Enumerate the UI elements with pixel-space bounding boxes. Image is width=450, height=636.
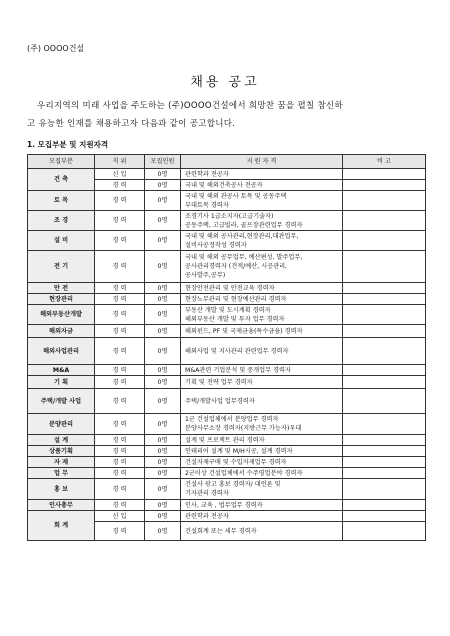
qualification-line: 공동주택, 고급빌라, 골프장관련업무 경력자 <box>185 221 303 229</box>
dept-cell: 분양관리 <box>28 414 95 435</box>
note-cell <box>343 389 426 414</box>
table-row <box>28 283 426 294</box>
rank-cell: 경 력 <box>95 500 145 511</box>
note-cell <box>343 479 426 500</box>
count-cell: 0명 <box>145 446 181 457</box>
qualification-cell <box>181 169 343 180</box>
dept-cell: 자 재 <box>28 457 95 468</box>
qualification-line: 국내 및 해외건축공사 전공자 <box>185 181 263 189</box>
qualification-line: 인테리어 설계 및 M/H시공, 설계 경력자 <box>185 447 293 455</box>
qualification-line: 관련학과 전공자 <box>185 170 229 178</box>
note-cell <box>343 446 426 457</box>
qualification-line: 기획 및 전략 업무 경력자 <box>185 378 253 386</box>
header-dept: 모집부분 <box>28 155 95 169</box>
qualification-cell <box>181 191 343 211</box>
note-cell <box>343 325 426 338</box>
table-row <box>28 376 426 389</box>
note-cell <box>343 180 426 191</box>
count-cell: 0명 <box>145 511 181 522</box>
intro-line: 고 유능한 인재를 채용하고자 다음과 같이 공고합니다. <box>27 119 236 129</box>
table-row <box>28 365 426 376</box>
rank-cell: 경 력 <box>95 338 145 365</box>
table-row <box>28 191 426 211</box>
qualification-line: 건설사 광고 홍보 경력자/ 대언론 및 <box>185 481 281 488</box>
count-cell: 0명 <box>145 468 181 479</box>
qualification-line: 부대토목 경력자 <box>185 201 229 209</box>
qualification-cell <box>181 446 343 457</box>
dept-cell: 안 전 <box>28 283 95 294</box>
rank-cell: 경 력 <box>95 231 145 251</box>
qualification-cell <box>181 479 343 500</box>
rank-cell: 경 력 <box>95 376 145 389</box>
rank-cell: 경 력 <box>95 325 145 338</box>
rank-cell: 경 력 <box>95 305 145 325</box>
count-cell: 0명 <box>145 338 181 365</box>
dept-cell: 회 계 <box>28 511 95 541</box>
table-row <box>28 500 426 511</box>
note-cell <box>343 305 426 325</box>
table-row <box>28 169 426 180</box>
qualification-line: 현장안전관리 및 안전교육 경력자 <box>185 284 275 292</box>
qualification-line: 국내 및 해외 공사관리,현장관리,대관업무, <box>185 232 299 240</box>
dept-cell: 현장관리 <box>28 294 95 305</box>
table-body <box>28 169 426 541</box>
note-cell <box>343 294 426 305</box>
note-cell <box>343 500 426 511</box>
rank-cell: 경 력 <box>95 211 145 231</box>
dept-cell: 설 계 <box>28 435 95 446</box>
note-cell <box>343 231 426 251</box>
qualification-cell <box>181 511 343 522</box>
table-row <box>28 468 426 479</box>
dept-cell: M&A <box>28 365 95 376</box>
note-cell <box>343 365 426 376</box>
note-cell <box>343 191 426 211</box>
intro-line: 우리지역의 미래 사업을 주도하는 (주)OOOO건설에서 희망찬 꿈을 펼칠 참신하 <box>37 101 344 111</box>
qualification-cell <box>181 325 343 338</box>
table-row <box>28 231 426 251</box>
note-cell <box>343 251 426 283</box>
dept-cell: 인사총무 <box>28 500 95 511</box>
qualification-cell <box>181 305 343 325</box>
qualification-cell <box>181 468 343 479</box>
rank-cell: 경 력 <box>95 294 145 305</box>
table-header-row <box>28 155 426 169</box>
dept-cell: 홍 보 <box>28 479 95 500</box>
rank-cell: 경 력 <box>95 479 145 500</box>
count-cell: 0명 <box>145 365 181 376</box>
section-title: 1. 모집부분 및 지원자격 <box>27 140 109 149</box>
dept-cell: 건 축 <box>28 169 95 191</box>
qualification-line: 주택/개발사업 업무경력자 <box>185 397 255 405</box>
table-row <box>28 325 426 338</box>
qualification-cell <box>181 231 343 251</box>
qualification-cell <box>181 414 343 435</box>
note-cell <box>343 435 426 446</box>
count-cell: 0명 <box>145 500 181 511</box>
table-row <box>28 338 426 365</box>
qualification-line: 건설회계 또는 세무 경력자 <box>185 527 257 535</box>
note-cell <box>343 522 426 541</box>
table-row <box>28 294 426 305</box>
qualification-line: 조경기사 1급소지자(고급기술자) <box>185 212 274 220</box>
qualification-line: 관련학과 전공자 <box>185 512 229 520</box>
table-row <box>28 211 426 231</box>
count-cell: 0명 <box>145 457 181 468</box>
rank-cell: 신 입 <box>95 169 145 180</box>
table-row <box>28 446 426 457</box>
rank-cell: 신 입 <box>95 511 145 522</box>
qualification-cell <box>181 180 343 191</box>
table-row <box>28 305 426 325</box>
note-cell <box>343 283 426 294</box>
qualification-line: 인사, 교육 , 법무업무 경력자 <box>185 501 263 509</box>
rank-cell: 경 력 <box>95 468 145 479</box>
rank-cell: 경 력 <box>95 251 145 283</box>
dept-cell: 주택/개발 사업 <box>28 389 95 414</box>
header-count: 모집인원 <box>145 155 181 169</box>
qualification-cell <box>181 457 343 468</box>
qualification-line: 2군이상 건설업체에서 수주영업분야 경력자 <box>185 469 303 477</box>
rank-cell: 경 력 <box>95 389 145 414</box>
dept-cell: 토 목 <box>28 191 95 211</box>
table-row <box>28 511 426 522</box>
count-cell: 0명 <box>145 414 181 435</box>
qualification-cell <box>181 435 343 446</box>
qualification-line: 국내 및 해외 공무업무, 예산편성, 발주업무, <box>185 254 303 261</box>
dept-cell: 조 경 <box>28 211 95 231</box>
qualification-line: 건설자재구매 및 수입자재업무 경력자 <box>185 458 287 466</box>
count-cell: 0명 <box>145 325 181 338</box>
qualification-cell <box>181 251 343 283</box>
header-qualification: 지 원 자 격 <box>181 155 343 169</box>
intro-paragraph <box>27 97 425 133</box>
dept-cell: 해외사업관리 <box>28 338 95 365</box>
note-cell <box>343 169 426 180</box>
dept-cell: 설 비 <box>28 231 95 251</box>
count-cell: 0명 <box>145 211 181 231</box>
qualification-line: 해외부동산 개발 및 투자 업무 경력자 <box>185 315 285 323</box>
count-cell: 0명 <box>145 191 181 211</box>
rank-cell: 경 력 <box>95 180 145 191</box>
rank-cell: 경 력 <box>95 522 145 541</box>
qualification-line: 설비사공정작성 경력자 <box>185 241 247 249</box>
qualification-cell <box>181 283 343 294</box>
rank-cell: 경 력 <box>95 191 145 211</box>
dept-cell: 전 기 <box>28 251 95 283</box>
note-cell <box>343 468 426 479</box>
company-name: (주) OOOO건설 <box>27 44 85 53</box>
rank-cell: 경 력 <box>95 435 145 446</box>
count-cell: 0명 <box>145 479 181 500</box>
qualification-cell <box>181 338 343 365</box>
note-cell <box>343 211 426 231</box>
qualification-line: 분양사무소장 경력자(지방근무 가능자)우대 <box>185 425 302 432</box>
table-row <box>28 435 426 446</box>
table-row <box>28 479 426 500</box>
count-cell: 0명 <box>145 231 181 251</box>
count-cell: 0명 <box>145 389 181 414</box>
qualification-line: M&A관련 기업분석 및 중개업무 경력자 <box>185 366 291 374</box>
qualification-cell <box>181 211 343 231</box>
qualification-line: 설계 및 프로젝트 관리 경력자 <box>185 436 265 444</box>
table-row <box>28 414 426 435</box>
qualification-line: 1군 건설업체에서 분양업무 경력자 <box>185 416 279 423</box>
count-cell: 0명 <box>145 522 181 541</box>
qualification-line: 부동산 개발 및 도시계획 경력자 <box>185 306 271 314</box>
note-cell <box>343 511 426 522</box>
dept-cell: 업 무 <box>28 468 95 479</box>
rank-cell: 경 력 <box>95 457 145 468</box>
count-cell: 0명 <box>145 305 181 325</box>
table-row <box>28 251 426 283</box>
qualification-cell <box>181 522 343 541</box>
qualification-cell <box>181 365 343 376</box>
qualification-line: 해외사업 및 지사관리 관련업무 경력자 <box>185 347 289 355</box>
rank-cell: 경 력 <box>95 365 145 376</box>
table-row <box>28 389 426 414</box>
qualification-line: 공사발주,공무) <box>185 272 226 279</box>
count-cell: 0명 <box>145 180 181 191</box>
qualification-cell <box>181 376 343 389</box>
table-row <box>28 457 426 468</box>
qualification-cell <box>181 294 343 305</box>
count-cell: 0명 <box>145 251 181 283</box>
note-cell <box>343 457 426 468</box>
dept-cell: 해외부동산개발 <box>28 305 95 325</box>
recruitment-table <box>27 154 426 541</box>
note-cell <box>343 414 426 435</box>
note-cell <box>343 338 426 365</box>
rank-cell: 경 력 <box>95 414 145 435</box>
note-cell <box>343 376 426 389</box>
qualification-line: 해외펀드, PF 및 국제금융(특수금융) 경력자 <box>185 327 303 335</box>
dept-cell: 상품기획 <box>28 446 95 457</box>
qualification-line: 현장노무관리 및 현장예산관리 경력자 <box>185 295 287 303</box>
dept-cell: 해외자금 <box>28 325 95 338</box>
rank-cell: 경 력 <box>95 446 145 457</box>
count-cell: 0명 <box>145 376 181 389</box>
rank-cell: 경 력 <box>95 283 145 294</box>
count-cell: 0명 <box>145 169 181 180</box>
qualification-line: 기자관리 경력자 <box>185 490 229 497</box>
dept-cell: 기 획 <box>28 376 95 389</box>
count-cell: 0명 <box>145 435 181 446</box>
qualification-cell <box>181 500 343 511</box>
header-rank: 직 위 <box>95 155 145 169</box>
count-cell: 0명 <box>145 283 181 294</box>
header-note: 비 고 <box>343 155 426 169</box>
qualification-cell <box>181 389 343 414</box>
page-title: 채용 공고 <box>190 75 260 90</box>
qualification-line: 국내 및 해외 관공사 토목 및 공동주택 <box>185 192 287 200</box>
qualification-line: 공사관리경력자 (견적/예산, 시공관리, <box>185 263 288 270</box>
count-cell: 0명 <box>145 294 181 305</box>
